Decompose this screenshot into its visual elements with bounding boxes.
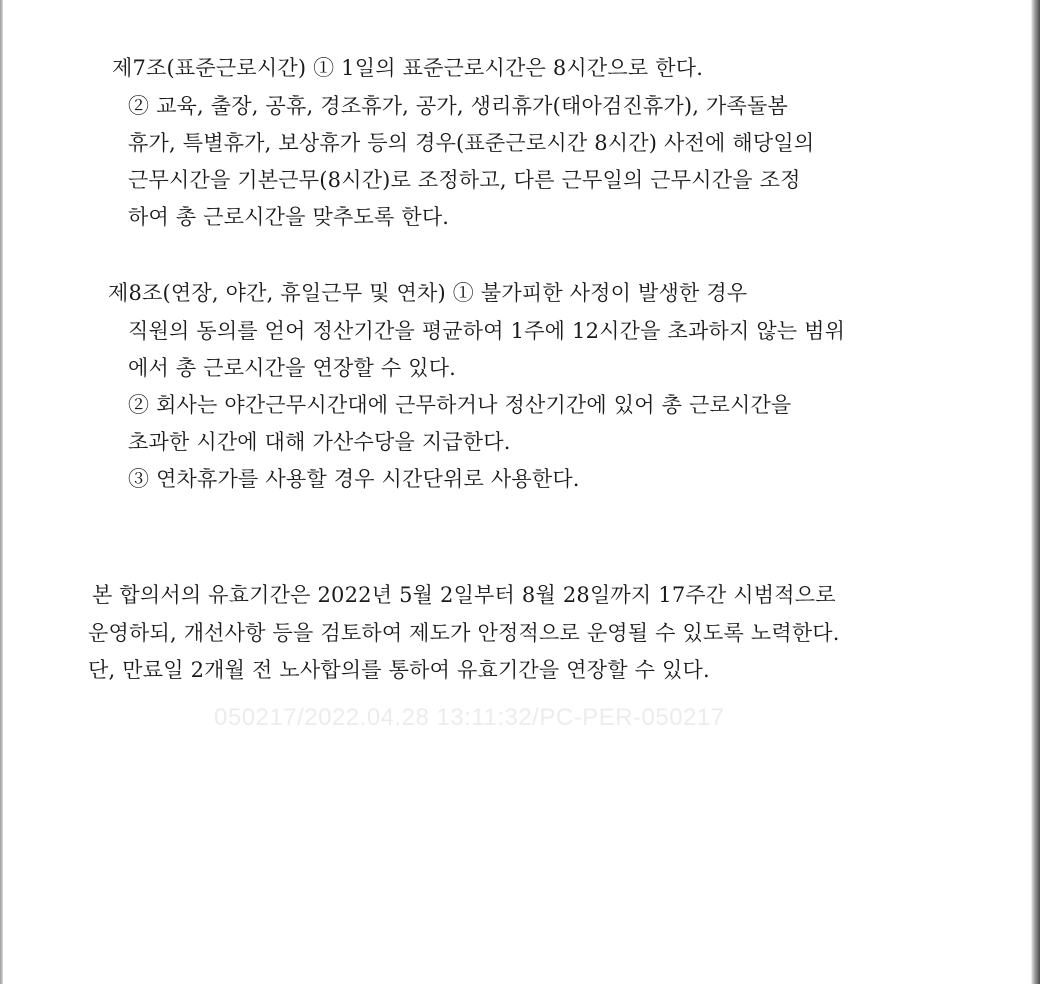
article-8-line-6: ③ 연차휴가를 사용할 경우 시간단위로 사용한다.: [128, 467, 580, 491]
print-watermark: 050217/2022.04.28 13:11:32/PC-PER-050217: [214, 704, 725, 731]
article-8-line-3: 에서 총 근로시간을 연장할 수 있다.: [128, 356, 457, 380]
closing-line-2: 운영하되, 개선사항 등을 검토하여 제도가 안정적으로 운영될 수 있도록 노력한다.: [88, 621, 840, 645]
closing-line-3: 단, 만료일 2개월 전 노사합의를 통하여 유효기간을 연장할 수 있다.: [88, 658, 710, 682]
page-left-edge: [0, 0, 3, 984]
page-right-edge: [1026, 0, 1040, 984]
article-8-line-1: 제8조(연장, 야간, 휴일근무 및 연차) ① 불가피한 사정이 발생한 경우: [108, 281, 748, 305]
article-8-line-5: 초과한 시간에 대해 가산수당을 지급한다.: [128, 430, 511, 454]
article-7-line-3: 휴가, 특별휴가, 보상휴가 등의 경우(표준근로시간 8시간) 사전에 해당일의: [128, 131, 815, 155]
article-7-line-5: 하여 총 근로시간을 맞추도록 한다.: [128, 205, 450, 229]
article-7-line-2: ② 교육, 출장, 공휴, 경조휴가, 공가, 생리휴가(태아검진휴가), 가족돌봄: [128, 94, 788, 118]
article-7-line-1: 제7조(표준근로시간) ① 1일의 표준근로시간은 8시간으로 한다.: [112, 56, 704, 80]
article-7-line-4: 근무시간을 기본근무(8시간)로 조정하고, 다른 근무일의 근무시간을 조정: [128, 168, 801, 192]
article-8-line-4: ② 회사는 야간근무시간대에 근무하거나 정산기간에 있어 총 근로시간을: [128, 393, 792, 417]
closing-line-1: 본 합의서의 유효기간은 2022년 5월 2일부터 8월 28일까지 17주간 시범적으로: [92, 583, 836, 607]
article-8-line-2: 직원의 동의를 얻어 정산기간을 평균하여 1주에 12시간을 초과하지 않는 범위: [128, 319, 846, 343]
